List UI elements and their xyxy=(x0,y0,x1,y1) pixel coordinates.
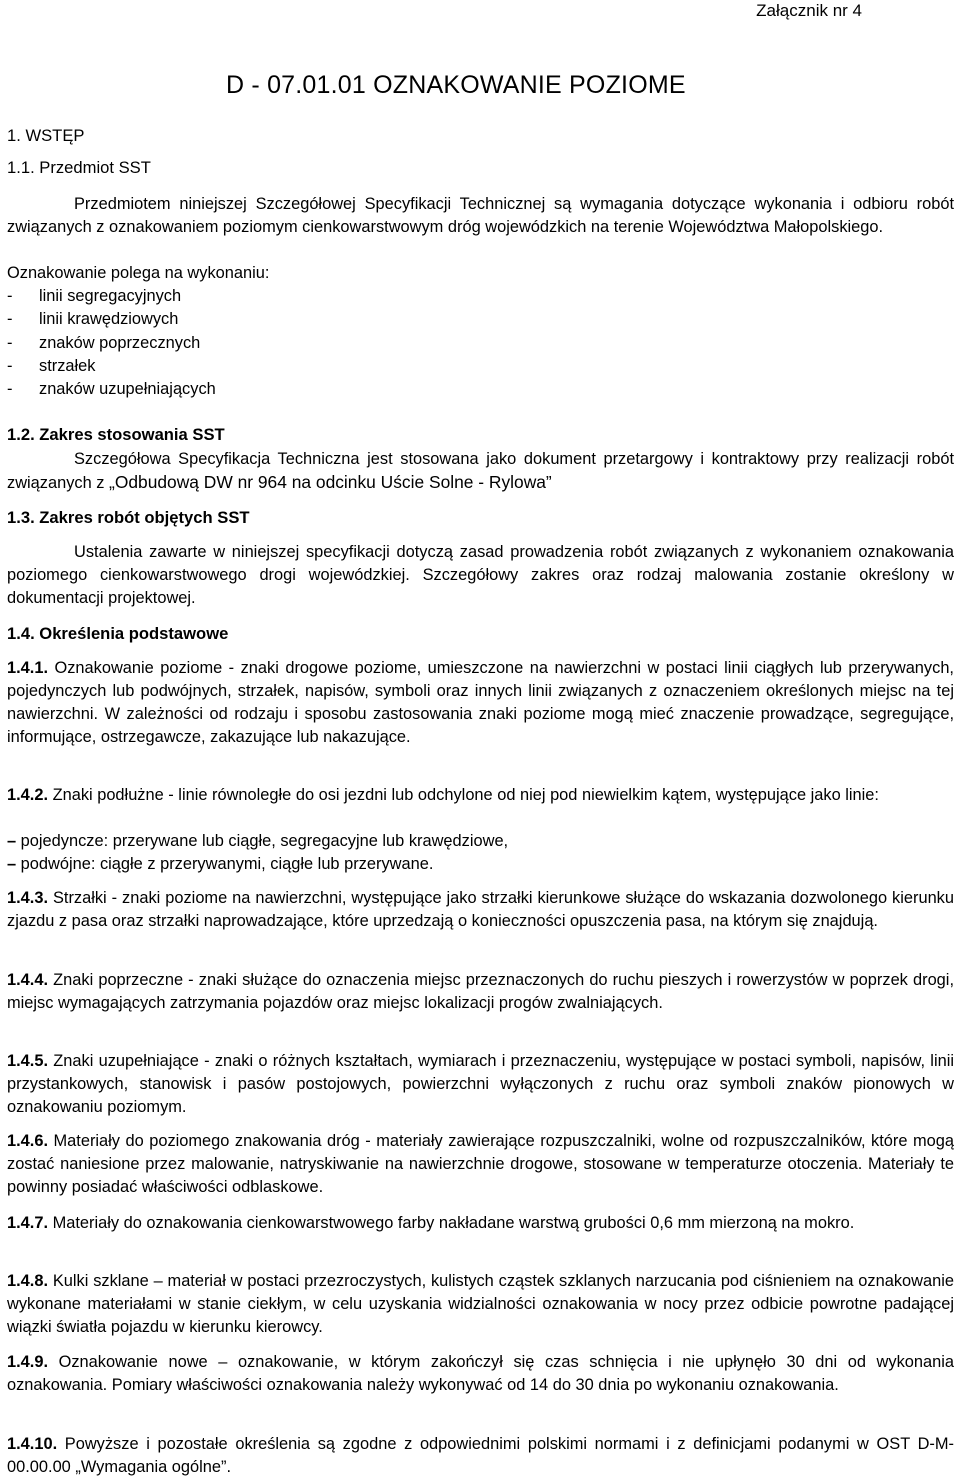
subsection-heading-1-4: 1.4. Określenia podstawowe xyxy=(7,624,229,643)
definition-1-4-10: 1.4.10. Powyższe i pozostałe określenia są zgodne z odpowiednimi polskimi normami i z definicjami podanymi w OST D-M-00.00.00 „Wymagania ogólne”. xyxy=(7,1435,954,1476)
document-title: D - 07.01.01 OZNAKOWANIE POZIOME xyxy=(226,71,686,99)
definition-1-4-3: 1.4.3. Strzałki - znaki poziome na nawierzchni, występujące jako strzałki kierunkowe służące do wskazania dozwolonego kierunku zjazdu z pasa oraz strzałki naprowadzające, które uprzedzają o konieczności opuszczenia pasa, na którym się znajdują. xyxy=(7,889,954,930)
paragraph-scope: Szczegółowa Specyfikacja Techniczna jest stosowana jako dokument przetargowy i kontraktowy przy realizacji robót związanych z „Odbudową DW nr 964 na odcinku Uście Solne - Rylowa” xyxy=(7,450,954,492)
list-intro: Oznakowanie polega na wykonaniu: xyxy=(7,264,270,282)
list-dash: - xyxy=(7,380,13,399)
list-dash: - xyxy=(7,333,13,352)
list-item: - znaków uzupełniających xyxy=(7,378,269,401)
list-item: - linii krawędziowych xyxy=(7,308,269,331)
definition-1-4-7: 1.4.7. Materiały do oznakowania cienkowarstwowego farby nakładane warstwą grubości 0,6 mm mierzoną na mokro. xyxy=(7,1214,855,1232)
list-item: - znaków poprzecznych xyxy=(7,332,269,355)
definition-1-4-5: 1.4.5. Znaki uzupełniające - znaki o różnych kształtach, wymiarach i przeznaczeniu, występujące w postaci symboli, napisów, linii przystankowych, stanowisk i pasów postojowych, powierzchni wyłączonych z ruchu oraz symboli znaków pionowych w oznakowaniu poziomym. xyxy=(7,1052,954,1116)
definition-1-4-4: 1.4.4. Znaki poprzeczne - znaki służące do oznaczenia miejsc przeznaczonych do ruchu pieszych i rowerzystów w poprzek drogi, miejsc wymagających zatrzymania pojazdów oraz miejsc lokalizacji progów zwalniających. xyxy=(7,971,954,1012)
subsection-heading-1-1: 1.1. Przedmiot SST xyxy=(7,158,151,177)
annex-label: Załącznik nr 4 xyxy=(756,1,862,20)
section-heading: 1. WSTĘP xyxy=(7,126,85,145)
works-list xyxy=(7,262,269,401)
definition-1-4-2-item-double: – podwójne: ciągłe z przerywanymi, ciągłe lub przerywane. xyxy=(7,855,434,873)
list-item: - linii segregacyjnych xyxy=(7,285,269,308)
definition-1-4-8: 1.4.8. Kulki szklane – materiał w postaci przezroczystych, kulistych cząstek szklanych narzucania pod ciśnieniem na oznakowanie wykonane materiałami w stanie ciekłym, w celu uzyskania widzialności oznakowania w nocy przez odbicie powrotne padającej wiązki światła pojazdu w kierunku kierowcy. xyxy=(7,1272,954,1336)
project-name: „Odbudową DW nr 964 na odcinku Uście Solne - Rylowa” xyxy=(109,472,552,492)
paragraph-works-scope: Ustalenia zawarte w niniejszej specyfikacji dotyczą zasad prowadzenia robót związanych z wykonaniem oznakowania poziomego cienkowarstwowego drogi wojewódzkiej. Szczegółowy zakres oraz rodzaj malowania zostanie określony w dokumentacji projektowej. xyxy=(7,543,954,607)
list-item: - strzałek xyxy=(7,355,269,378)
definition-1-4-1: 1.4.1. Oznakowanie poziome - znaki drogowe poziome, umieszczone na nawierzchni w postaci linii ciągłych lub przerywanych, pojedynczych lub podwójnych, strzałek, napisów, symboli oraz innych linii związanych z oznaczeniem określonych miejsc na tej nawierzchni. W zależności od rodzaju i sposobu zastosowania znaki poziome mogą mieć znaczenie prowadzące, segregujące, informujące, ostrzegawcze, zakazujące lub nakazujące. xyxy=(7,659,954,746)
paragraph-subject: Przedmiotem niniejszej Szczegółowej Specyfikacji Technicznej są wymagania dotyczące wykonania i odbioru robót związanych z oznakowaniem poziomym cienkowarstwowym dróg wojewódzkich na terenie Województwa Małopolskiego. xyxy=(7,195,954,236)
definition-1-4-6: 1.4.6. Materiały do poziomego znakowania dróg - materiały zawierające rozpuszczalniki, wolne od rozpuszczalników, które mogą zostać naniesione przez malowanie, natryskiwanie na nawierzchnie drogowe, stosowane w temperaturze otoczenia. Materiały te powinny posiadać właściwości odblaskowe. xyxy=(7,1132,954,1196)
list-dash: - xyxy=(7,287,13,306)
subsection-heading-1-3: 1.3. Zakres robót objętych SST xyxy=(7,508,250,527)
subsection-heading-1-2: 1.2. Zakres stosowania SST xyxy=(7,425,225,444)
list-dash: - xyxy=(7,356,13,375)
list-dash: - xyxy=(7,310,13,329)
definition-1-4-2: 1.4.2. Znaki podłużne - linie równoległe do osi jezdni lub odchylone od niej pod niewielkim kątem, występujące jako linie: xyxy=(7,786,879,804)
definition-1-4-9: 1.4.9. Oznakowanie nowe – oznakowanie, w którym zakończył się czas schnięcia i nie upłynęło 30 dni od wykonania oznakowania. Pomiary właściwości oznakowania należy wykonywać od 14 do 30 dnia po wykonaniu oznakowania. xyxy=(7,1353,954,1394)
definition-1-4-2-item-single: – pojedyncze: przerywane lub ciągłe, segregacyjne lub krawędziowe, xyxy=(7,832,509,850)
